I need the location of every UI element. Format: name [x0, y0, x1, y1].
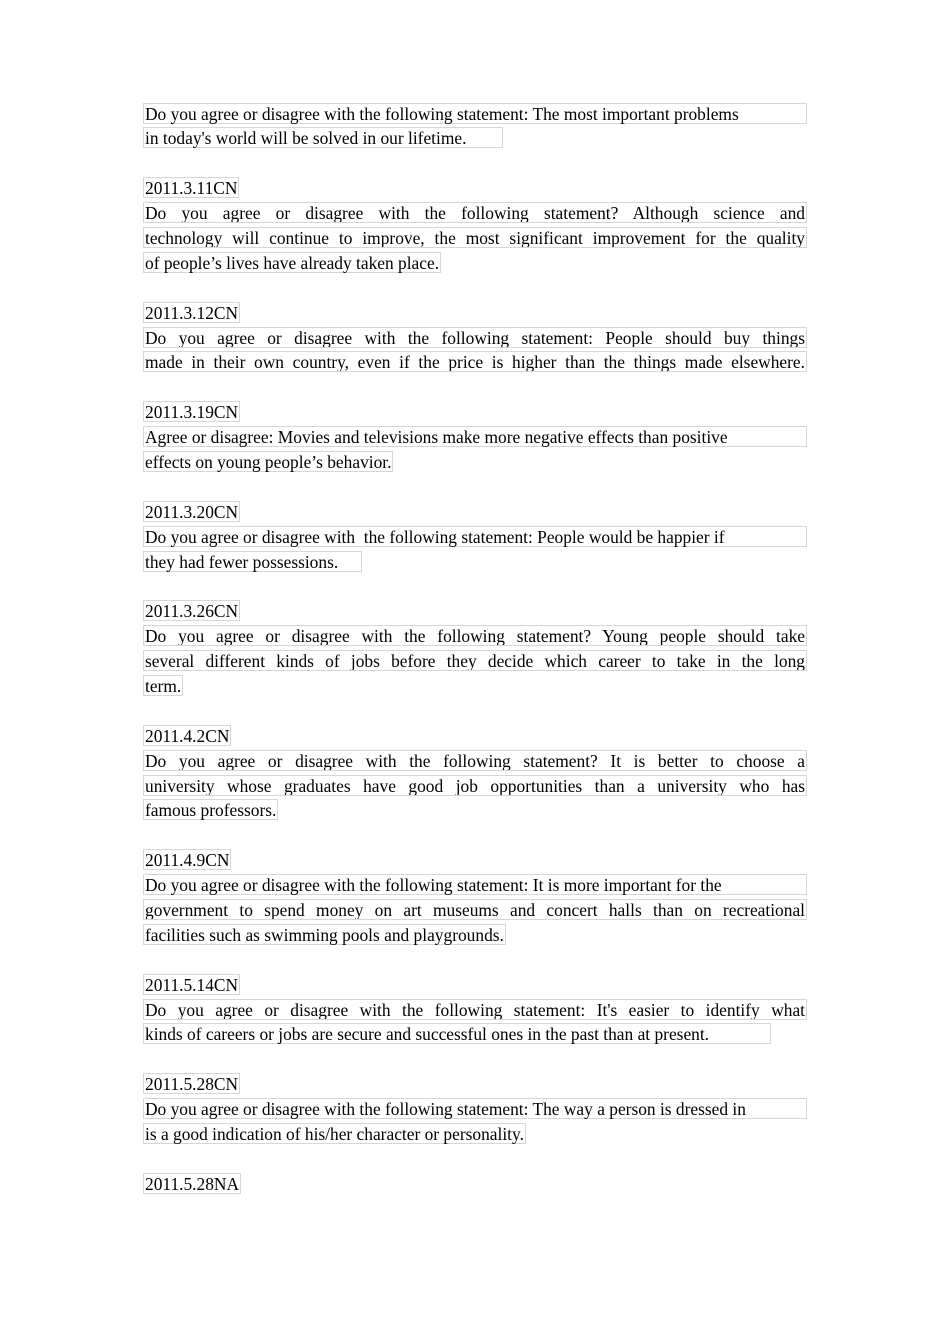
prompt-line: [143, 871, 807, 896]
date-code: 2011.3.20CN: [145, 501, 239, 522]
prompt-line: [143, 896, 807, 921]
prompt-text: is a good indication of his/her character or personality.: [145, 1124, 524, 1145]
date-line: [143, 398, 807, 423]
prompt-text: facilities such as swimming pools and playgrounds.: [145, 924, 504, 945]
date-line: [143, 1070, 807, 1095]
prompt-text: Do you agree or disagree with the following statement: It's easier to identify what: [145, 999, 805, 1020]
prompt-line: [143, 547, 807, 572]
prompt-text: government to spend money on art museums and concert halls than on recreational: [145, 900, 805, 920]
prompt-text: technology will continue to improve, the most significant improvement for the quality: [145, 227, 805, 248]
prompt-line: [143, 746, 807, 771]
date-code: 2011.3.26CN: [145, 601, 239, 622]
prompt-line: [143, 1020, 807, 1045]
date-code: 2011.4.2CN: [145, 725, 230, 746]
prompt-text: effects on young people’s behavior.: [145, 451, 392, 472]
prompt-text: made in their own country, even if the price is higher than the things made elsewhere.: [145, 352, 805, 373]
prompt-line: [143, 323, 807, 348]
prompt-line: [143, 622, 807, 647]
prompt-text: Do you agree or disagree with the following statement: It is more important for the: [143, 874, 807, 895]
date-code: 2011.3.12CN: [145, 302, 239, 323]
prompt-text: Agree or disagree: Movies and televisions make more negative effects than positive: [143, 426, 807, 447]
prompt-line: [143, 920, 807, 945]
prompt-text: famous professors.: [145, 800, 277, 821]
prompt-text: Do you agree or disagree with the following statement: The way a person is dressed in: [143, 1098, 807, 1119]
prompt-line: [143, 1120, 807, 1145]
prompt-text: university whose graduates have good job opportunities than a university who has: [145, 775, 805, 796]
prompt-text: Do you agree or disagree with the following statement? Although science and: [145, 203, 805, 224]
prompt-text: Do you agree or disagree with the following statement: People should buy things: [145, 327, 805, 348]
prompt-line: [143, 522, 807, 547]
date-line: [143, 298, 807, 323]
prompt-line: [143, 199, 807, 224]
prompt-text: in today's world will be solved in our lifetime.: [143, 127, 503, 148]
date-line: [143, 597, 807, 622]
prompt-line: [143, 671, 807, 696]
prompt-text: Do you agree or disagree with the following statement? Young people should take: [145, 626, 805, 647]
prompt-line: [143, 248, 807, 273]
prompt-text: several different kinds of jobs before they decide which career to take in the long: [145, 651, 805, 672]
prompt-line: [143, 995, 807, 1020]
date-code: 2011.3.19CN: [145, 402, 239, 423]
date-line: [143, 721, 807, 746]
date-code: 2011.5.14CN: [145, 974, 239, 995]
prompt-text: term.: [145, 675, 182, 696]
date-code: 2011.3.11CN: [145, 178, 238, 199]
prompt-line: [143, 124, 807, 149]
date-code: 2011.5.28NA: [145, 1173, 240, 1194]
document-page: [143, 99, 807, 1194]
date-line: [143, 497, 807, 522]
prompt-line: [143, 348, 807, 373]
date-code: 2011.5.28CN: [145, 1074, 239, 1095]
prompt-line: [143, 99, 807, 124]
prompt-line: [143, 447, 807, 472]
prompt-text: Do you agree or disagree with the following statement: The most important problems: [143, 103, 807, 124]
prompt-text: Do you agree or disagree with the following statement? It is better to choose a: [145, 750, 805, 771]
prompt-text: they had fewer possessions.: [143, 551, 362, 572]
date-code: 2011.4.9CN: [145, 850, 230, 871]
prompt-text: kinds of careers or jobs are secure and successful ones in the past than at present.: [143, 1023, 771, 1044]
date-line: [143, 174, 807, 199]
prompt-line: [143, 1095, 807, 1120]
date-line: [143, 1169, 807, 1194]
prompt-text: Do you agree or disagree with the following statement: People would be happier if: [143, 526, 807, 547]
date-line: [143, 846, 807, 871]
prompt-text: of people’s lives have already taken place.: [145, 252, 440, 273]
date-line: [143, 970, 807, 995]
prompt-line: [143, 223, 807, 248]
prompt-line: [143, 796, 807, 821]
prompt-line: [143, 647, 807, 672]
prompt-line: [143, 423, 807, 448]
prompt-line: [143, 771, 807, 796]
